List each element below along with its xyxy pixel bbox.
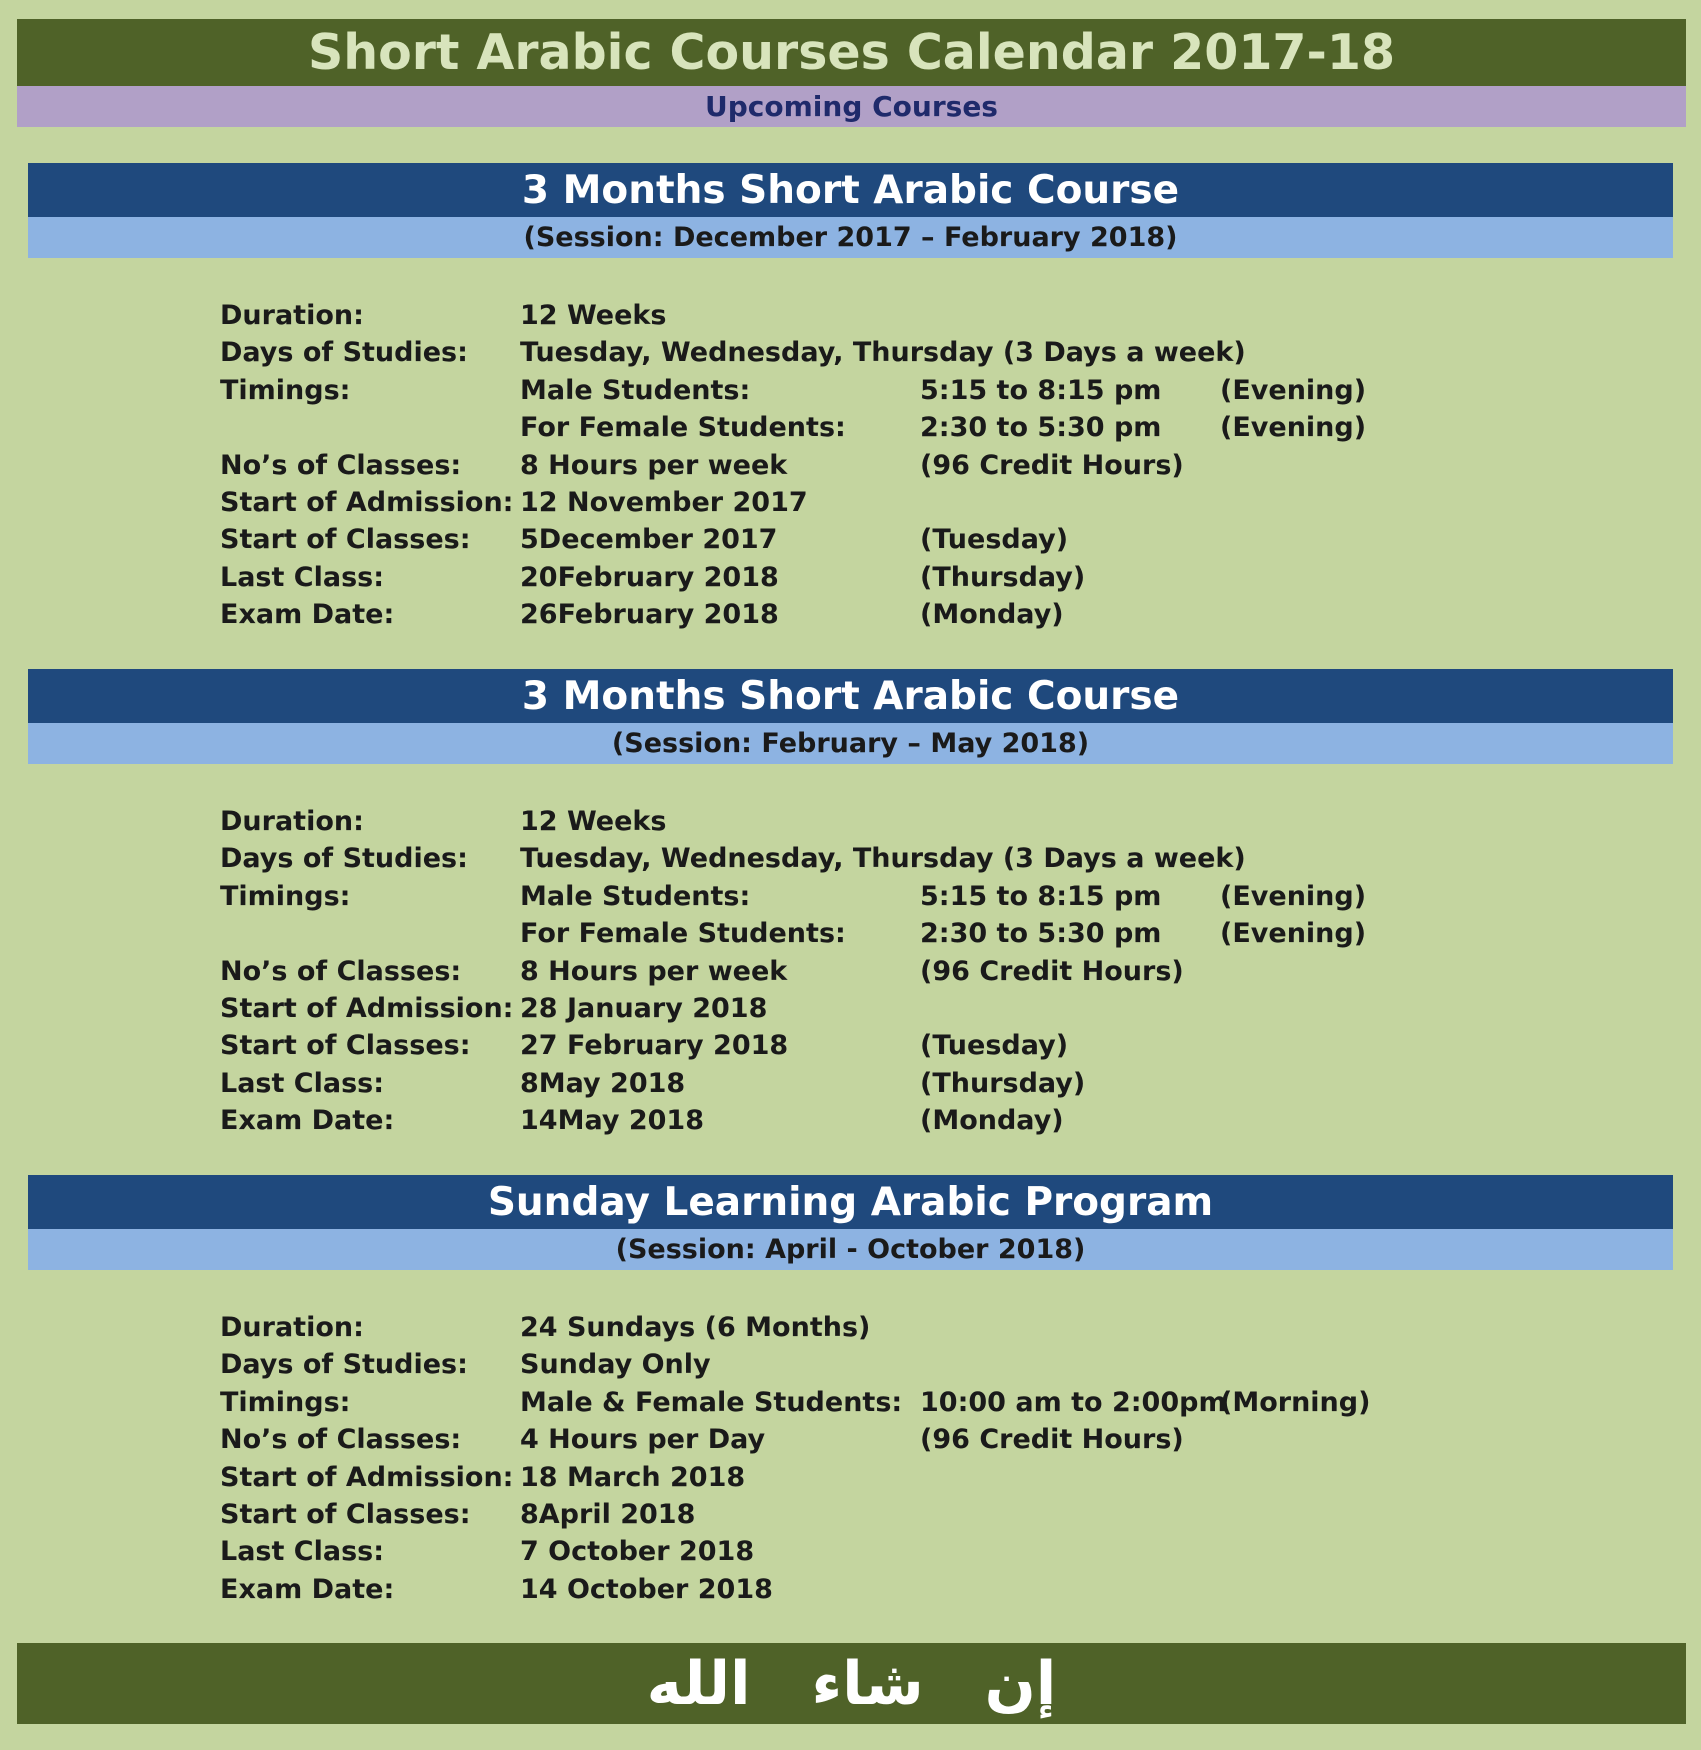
detail-note: (Morning): [1220, 1386, 1371, 1418]
detail-value: Male Students:: [520, 880, 751, 912]
detail-value: 24 Sundays (6 Months): [520, 1312, 871, 1343]
detail-note: (Evening): [1220, 918, 1367, 950]
detail-row: [220, 596, 1420, 633]
detail-row: [220, 1309, 1420, 1346]
detail-row: [220, 1459, 1420, 1496]
detail-note: (Evening): [1220, 374, 1367, 406]
detail-row: [220, 372, 1420, 409]
course-2-title: 3 Months Short Arabic Course: [28, 669, 1673, 723]
detail-label: Timings:: [220, 1386, 351, 1418]
detail-value: 8 Hours per week: [520, 449, 788, 481]
detail-value: 14 October 2018: [520, 1573, 773, 1605]
detail-note: (Evening): [1220, 412, 1367, 444]
detail-extra: (Thursday): [920, 561, 1086, 593]
detail-row: [220, 1421, 1420, 1458]
detail-extra: 10:00 am to 2:00pm: [920, 1386, 1227, 1418]
detail-label: Start of Admission:: [220, 992, 514, 1024]
detail-row: [220, 297, 1420, 334]
detail-value: 12 November 2017: [520, 486, 808, 518]
detail-value: For Female Students:: [520, 412, 846, 444]
detail-label: Exam Date:: [220, 1573, 395, 1605]
page-subtitle: Upcoming Courses: [17, 86, 1686, 127]
detail-row: [220, 1533, 1420, 1570]
detail-extra: (Thursday): [920, 1067, 1086, 1099]
detail-row: [220, 484, 1420, 521]
detail-value: 7 October 2018: [520, 1536, 755, 1568]
detail-value: Sunday Only: [520, 1349, 711, 1381]
detail-extra: (96 Credit Hours): [920, 449, 1184, 481]
detail-row: [220, 990, 1420, 1027]
detail-label: Start of Admission:: [220, 1461, 514, 1493]
detail-value: Tuesday, Wednesday, Thursday (3 Days a week): [520, 337, 1246, 369]
detail-value: Male Students:: [520, 374, 751, 406]
detail-label: Start of Admission:: [220, 486, 514, 518]
detail-value: 8 Hours per week: [520, 955, 788, 987]
detail-label: Days of Studies:: [220, 1349, 468, 1381]
detail-row: [220, 1346, 1420, 1383]
detail-label: Start of Classes:: [220, 1030, 471, 1062]
course-2-session: (Session: February – May 2018): [28, 723, 1673, 764]
detail-value: Tuesday, Wednesday, Thursday (3 Days a week): [520, 843, 1246, 875]
detail-label: Days of Studies:: [220, 337, 468, 369]
detail-row: [220, 1027, 1420, 1064]
detail-note: (Evening): [1220, 880, 1367, 912]
detail-value: 8May 2018: [520, 1067, 686, 1099]
detail-row: [220, 1496, 1420, 1533]
detail-label: Duration:: [220, 806, 364, 837]
detail-label: Start of Classes:: [220, 524, 471, 556]
course-2-details: [220, 803, 1420, 1140]
detail-row: [220, 1102, 1420, 1139]
detail-row: [220, 409, 1420, 446]
detail-extra: (Monday): [920, 599, 1064, 631]
detail-extra: (96 Credit Hours): [920, 1424, 1184, 1456]
detail-label: Timings:: [220, 880, 351, 912]
course-1-title: 3 Months Short Arabic Course: [28, 163, 1673, 217]
detail-extra: 5:15 to 8:15 pm: [920, 880, 1162, 912]
detail-row: [220, 334, 1420, 371]
detail-extra: (96 Credit Hours): [920, 955, 1184, 987]
page-title: Short Arabic Courses Calendar 2017-18: [17, 19, 1686, 86]
detail-extra: 2:30 to 5:30 pm: [920, 918, 1162, 950]
detail-row: [220, 1384, 1420, 1421]
detail-label: No’s of Classes:: [220, 1424, 462, 1456]
detail-label: Exam Date:: [220, 1105, 395, 1137]
detail-row: [220, 1571, 1420, 1608]
detail-label: Duration:: [220, 300, 364, 331]
detail-row: [220, 521, 1420, 558]
detail-extra: (Tuesday): [920, 1030, 1069, 1062]
detail-value: 4 Hours per Day: [520, 1424, 766, 1456]
detail-row: [220, 915, 1420, 952]
detail-row: [220, 878, 1420, 915]
detail-extra: (Tuesday): [920, 524, 1069, 556]
detail-label: Days of Studies:: [220, 843, 468, 875]
detail-value: 14May 2018: [520, 1105, 704, 1137]
detail-label: Last Class:: [220, 1536, 385, 1568]
detail-row: [220, 803, 1420, 840]
detail-value: 28 January 2018: [520, 992, 768, 1024]
detail-value: For Female Students:: [520, 918, 846, 950]
detail-value: 26February 2018: [520, 599, 779, 631]
detail-extra: 2:30 to 5:30 pm: [920, 412, 1162, 444]
detail-label: No’s of Classes:: [220, 955, 462, 987]
detail-extra: 5:15 to 8:15 pm: [920, 374, 1162, 406]
detail-label: Last Class:: [220, 561, 385, 593]
detail-value: 20February 2018: [520, 561, 779, 593]
detail-label: Timings:: [220, 374, 351, 406]
detail-value: 27 February 2018: [520, 1030, 789, 1062]
detail-extra: (Monday): [920, 1105, 1064, 1137]
detail-label: No’s of Classes:: [220, 449, 462, 481]
footer-arabic-text: إن شاء الله: [646, 1648, 1057, 1719]
course-3-details: [220, 1309, 1420, 1608]
detail-value: 5December 2017: [520, 524, 778, 556]
detail-label: Exam Date:: [220, 599, 395, 631]
course-3-session: (Session: April - October 2018): [28, 1229, 1673, 1270]
course-3-title: Sunday Learning Arabic Program: [28, 1175, 1673, 1229]
detail-value: Male & Female Students:: [520, 1386, 903, 1418]
detail-row: [220, 1065, 1420, 1102]
detail-label: Last Class:: [220, 1067, 385, 1099]
detail-value: 18 March 2018: [520, 1461, 746, 1493]
detail-row: [220, 840, 1420, 877]
detail-value: 12 Weeks: [520, 300, 667, 331]
detail-row: [220, 953, 1420, 990]
detail-value: 12 Weeks: [520, 806, 667, 837]
course-1-session: (Session: December 2017 – February 2018): [28, 217, 1673, 258]
footer-banner: [17, 1643, 1686, 1724]
detail-label: Duration:: [220, 1312, 364, 1343]
detail-label: Start of Classes:: [220, 1498, 471, 1530]
course-1-details: [220, 297, 1420, 634]
detail-row: [220, 559, 1420, 596]
detail-row: [220, 447, 1420, 484]
detail-value: 8April 2018: [520, 1498, 696, 1530]
